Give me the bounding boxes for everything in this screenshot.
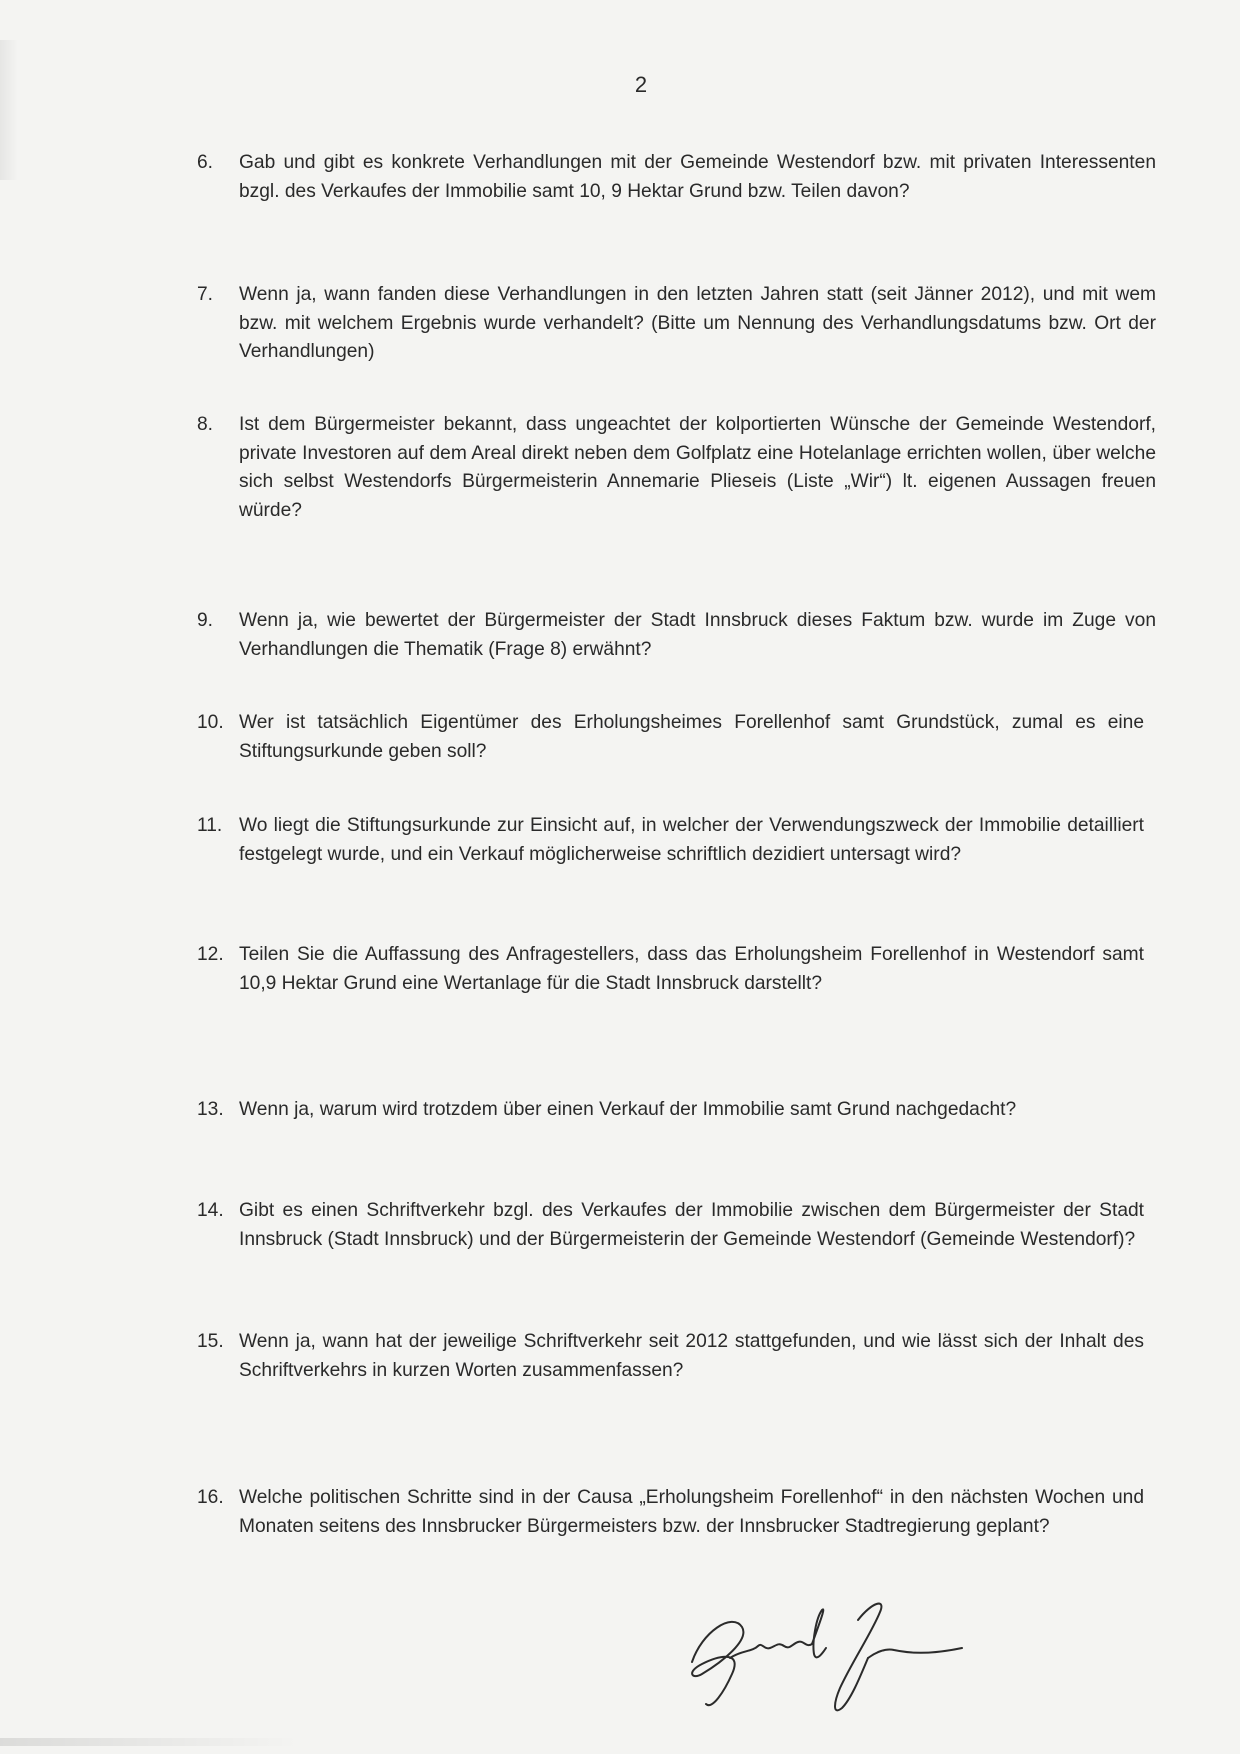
question-item bbox=[197, 1484, 1144, 1541]
question-number: 16. bbox=[197, 1487, 224, 1508]
question-text: Wenn ja, wann fanden diese Verhandlungen in den letzten Jahren statt (seit Jänner 2012), und mit wem bzw. mit welchem Ergebnis wurde verhandelt? (Bitte um Nennung des Verhandlungsdatums bzw. Ort der Verhandlungen) bbox=[239, 284, 1156, 362]
question-item bbox=[197, 812, 1144, 869]
signature-stroke bbox=[692, 1622, 743, 1705]
question-text: Teilen Sie die Auffassung des Anfragestellers, dass das Erholungsheim Forellenhof in Westendorf samt 10,9 Hektar Grund eine Wertanlage für die Stadt Innsbruck darstellt? bbox=[239, 944, 1144, 994]
question-number: 7. bbox=[197, 284, 214, 305]
question-item bbox=[197, 1328, 1144, 1385]
question-number: 15. bbox=[197, 1331, 224, 1352]
question-text: Wenn ja, wie bewertet der Bürgermeister der Stadt Innsbruck dieses Faktum bzw. wurde im Zuge von Verhandlungen die Thematik (Frage 8) erwähnt? bbox=[239, 610, 1156, 660]
question-item bbox=[197, 607, 1156, 664]
question-number: 13. bbox=[197, 1099, 224, 1120]
question-text: Wo liegt die Stiftungsurkunde zur Einsicht auf, in welcher der Verwendungszweck der Immobilie detailliert festgelegt wurde, und ein Verkauf möglicherweise schriftlich dezidiert untersagt wird? bbox=[239, 815, 1144, 865]
signature-stroke bbox=[868, 1648, 962, 1658]
question-text: Gab und gibt es konkrete Verhandlungen mit der Gemeinde Westendorf bzw. mit privaten Interessenten bzgl. des Verkaufes der Immobilie samt 10, 9 Hektar Grund bzw. Teilen davon? bbox=[239, 152, 1156, 202]
question-number: 6. bbox=[197, 152, 214, 173]
question-text: Welche politischen Schritte sind in der Causa „Erholungsheim Forellenhof“ in den nächsten Wochen und Monaten seitens des Innsbrucker Bürgermeisters bzw. der Innsbrucker Stadtregierung geplant? bbox=[239, 1487, 1144, 1537]
question-number: 11. bbox=[197, 815, 223, 836]
question-item bbox=[197, 281, 1156, 367]
question-item bbox=[197, 941, 1144, 998]
question-text: Wenn ja, wann hat der jeweilige Schriftverkehr seit 2012 stattgefunden, und wie lässt sich der Inhalt des Schriftverkehrs in kurzen Worten zusammenfassen? bbox=[239, 1331, 1144, 1381]
scan-bottom-shadow bbox=[0, 1738, 300, 1746]
signature-stroke bbox=[730, 1642, 812, 1658]
question-number: 12. bbox=[197, 944, 224, 965]
signature-stroke bbox=[835, 1604, 881, 1711]
question-item bbox=[197, 709, 1144, 766]
question-text: Wer ist tatsächlich Eigentümer des Erholungsheimes Forellenhof samt Grundstück, zumal es eine Stiftungsurkunde geben soll? bbox=[239, 712, 1144, 762]
question-text: Gibt es einen Schriftverkehr bzgl. des Verkaufes der Immobilie zwischen dem Bürgermeister der Stadt Innsbruck (Stadt Innsbruck) und der Bürgermeisterin der Gemeinde Westendorf (Gemeinde Westendorf)? bbox=[239, 1200, 1144, 1250]
question-number: 8. bbox=[197, 414, 214, 435]
signature-stroke bbox=[812, 1609, 826, 1657]
question-number: 9. bbox=[197, 610, 214, 631]
question-item bbox=[197, 1096, 1144, 1125]
question-item bbox=[197, 411, 1156, 525]
question-item bbox=[197, 149, 1156, 206]
handwritten-signature bbox=[672, 1592, 992, 1722]
scan-edge-shadow bbox=[0, 40, 18, 180]
question-text: Wenn ja, warum wird trotzdem über einen Verkauf der Immobilie samt Grund nachgedacht? bbox=[239, 1099, 1017, 1120]
question-number: 10. bbox=[197, 712, 224, 733]
page-number: 2 bbox=[634, 72, 648, 97]
question-item bbox=[197, 1197, 1144, 1254]
question-number: 14. bbox=[197, 1200, 224, 1221]
question-text: Ist dem Bürgermeister bekannt, dass ungeachtet der kolportierten Wünsche der Gemeinde Westendorf, private Investoren auf dem Areal direkt neben dem Golfplatz eine Hotelanlage errichten wollen, über welche sich selbst Westendorfs Bürgermeisterin Annemarie Plieseis (Liste „Wir“) lt. eigenen Aussagen freuen würde? bbox=[239, 414, 1156, 521]
